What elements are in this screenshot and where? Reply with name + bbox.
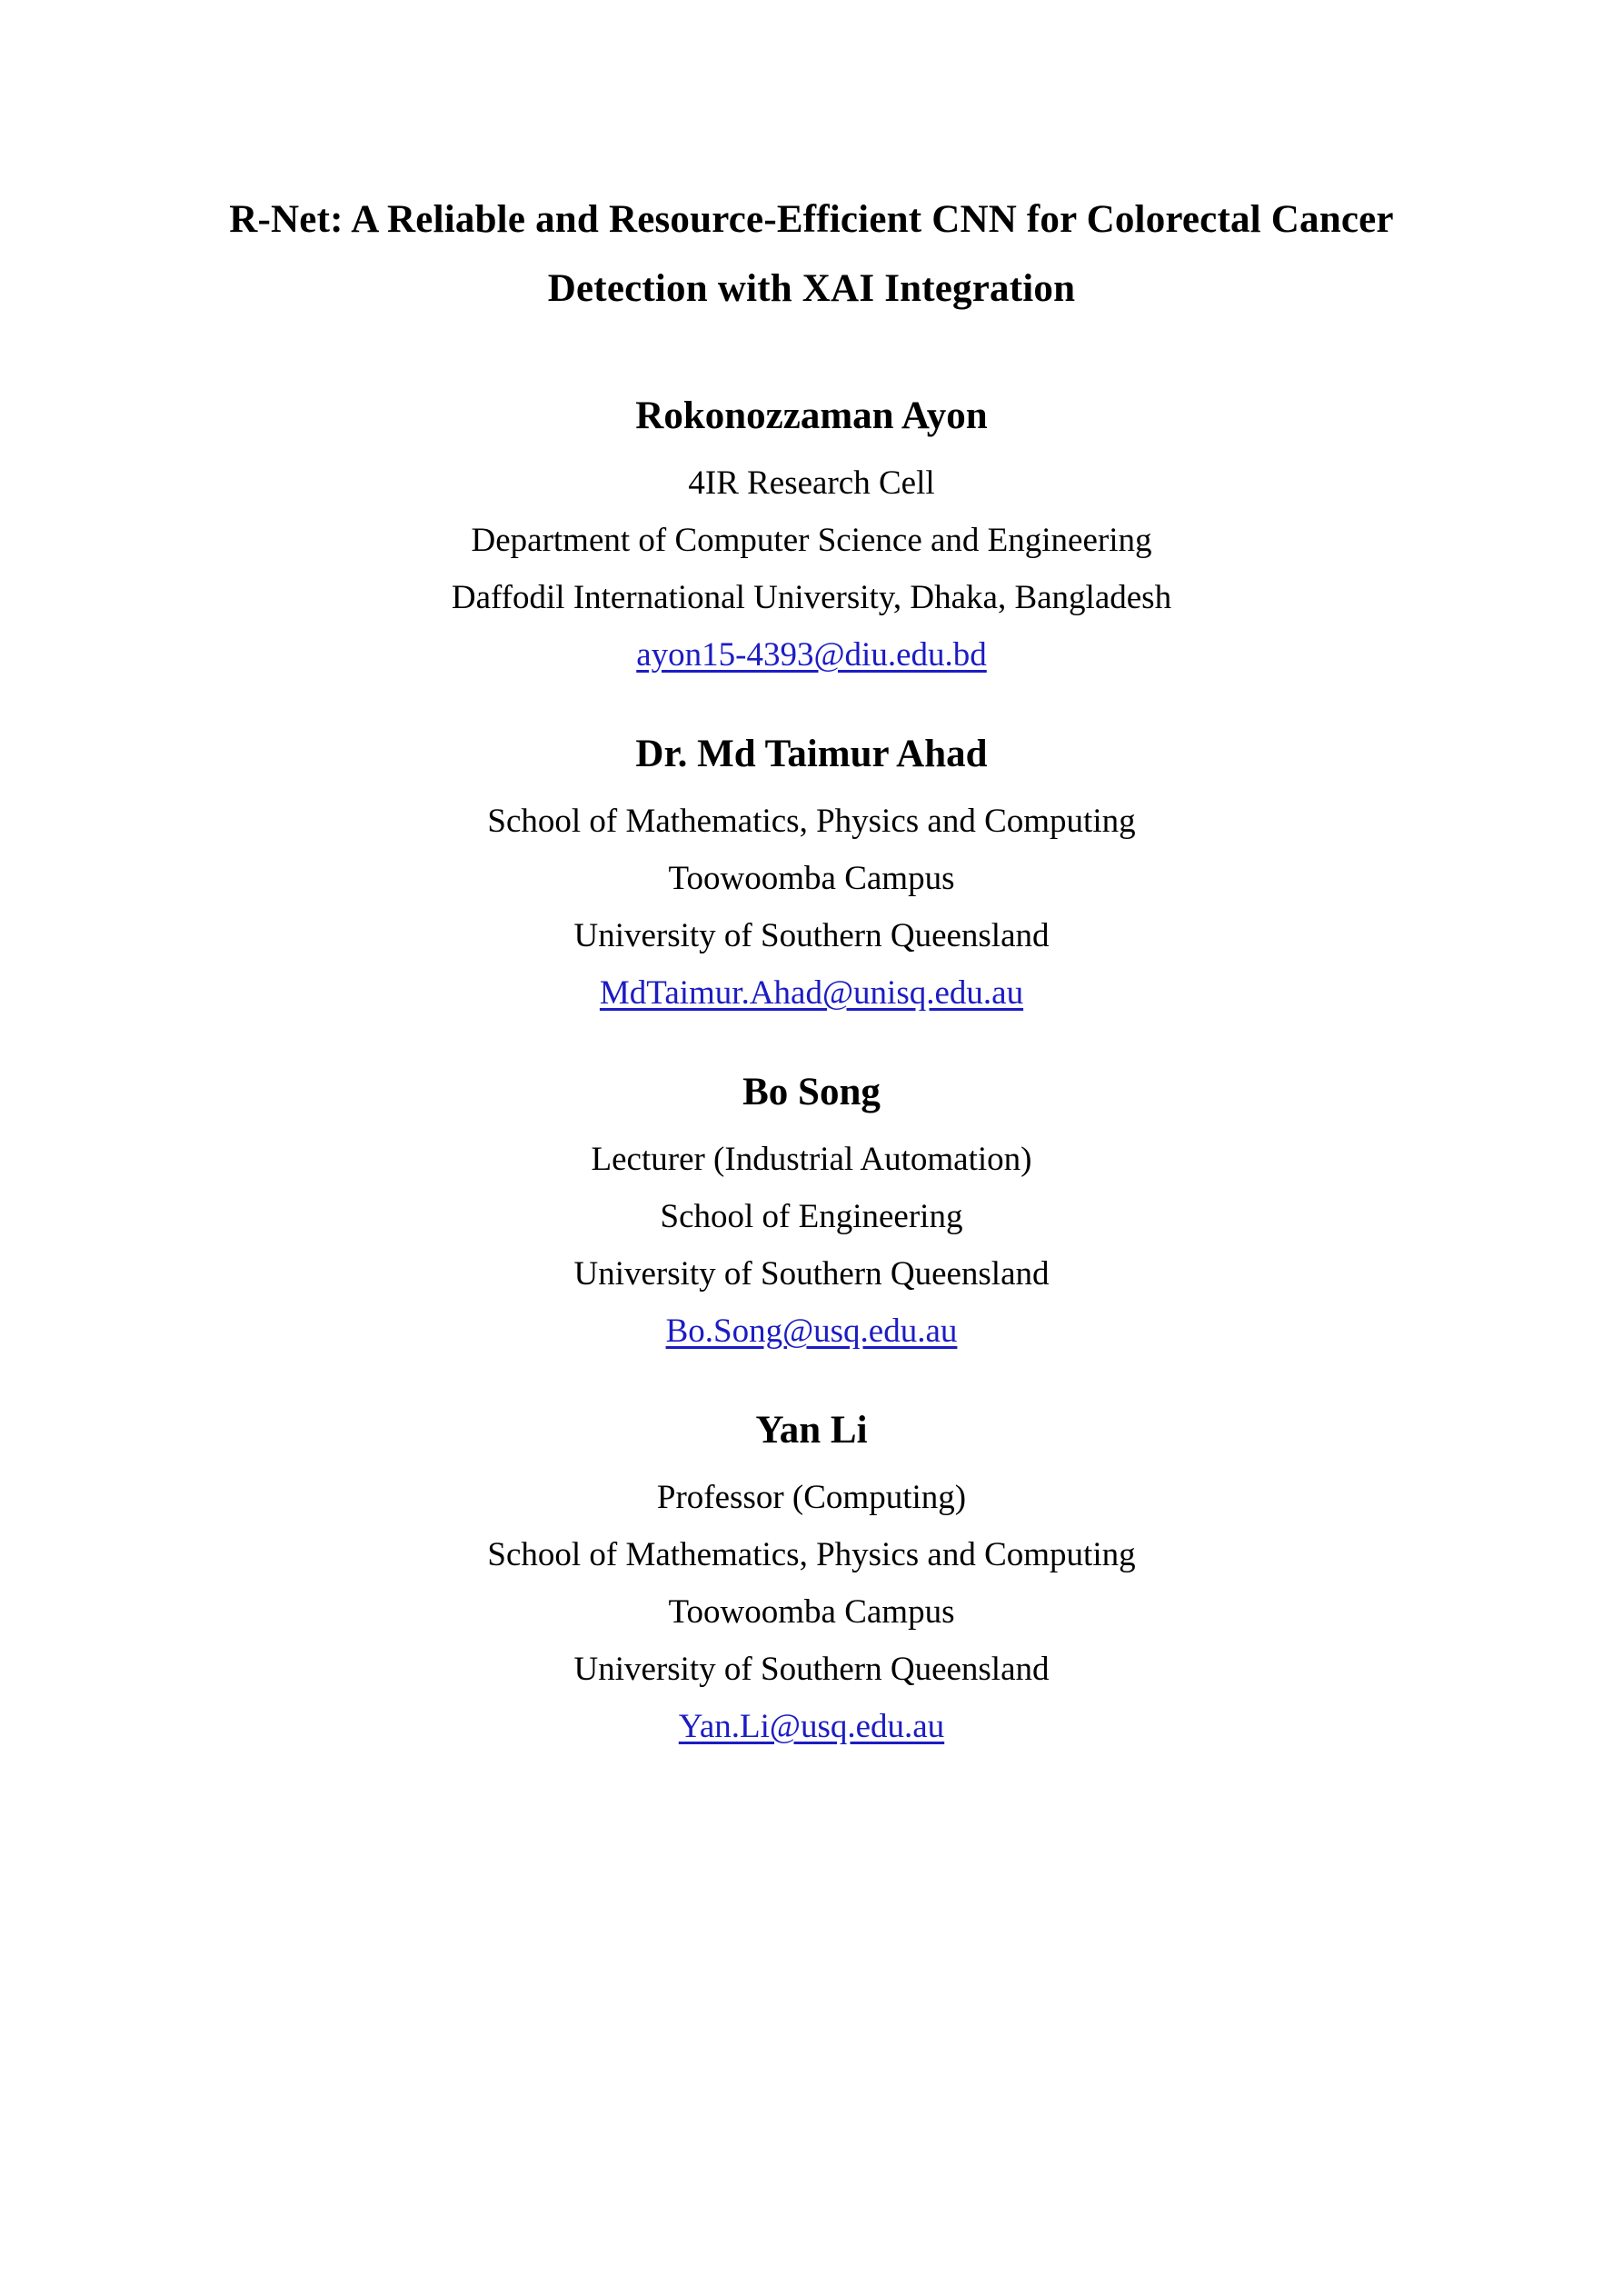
author-name: Bo Song <box>742 1071 881 1113</box>
author-block-rokonozzaman-ayon <box>0 384 1623 684</box>
email-line <box>0 626 1623 684</box>
affiliation-line: 4IR Research Cell <box>688 464 935 502</box>
email-link[interactable]: Yan.Li@usq.edu.au <box>678 1708 945 1745</box>
paper-title <box>0 185 1623 324</box>
author-block-bo-song <box>0 1060 1623 1360</box>
affiliation-line: University of Southern Queensland <box>573 1651 1050 1688</box>
affiliation-line: School of Engineering <box>660 1198 963 1235</box>
affiliation-line: School of Mathematics, Physics and Computing <box>487 803 1136 840</box>
affiliation-line: Professor (Computing) <box>656 1479 967 1516</box>
author-name: Dr. Md Taimur Ahad <box>635 733 988 775</box>
affiliation-line: University of Southern Queensland <box>573 917 1050 954</box>
affiliation-line: School of Mathematics, Physics and Computing <box>487 1536 1136 1573</box>
email-link[interactable]: MdTaimur.Ahad@unisq.edu.au <box>599 974 1024 1012</box>
email-line <box>0 964 1623 1022</box>
paper-title-line-2: Detection with XAI Integration <box>547 267 1076 310</box>
author-list <box>0 384 1623 1755</box>
author-block-yan-li <box>0 1398 1623 1755</box>
email-line <box>0 1698 1623 1755</box>
affiliation-line: Toowoomba Campus <box>668 860 955 897</box>
author-name: Yan Li <box>755 1409 868 1452</box>
affiliation-line: University of Southern Queensland <box>573 1255 1050 1293</box>
affiliation-line: Toowoomba Campus <box>668 1593 955 1631</box>
affiliation-line: Daffodil International University, Dhaka, Bangladesh <box>451 579 1172 616</box>
author-block-md-taimur-ahad <box>0 722 1623 1022</box>
author-name: Rokonozzaman Ayon <box>635 394 988 437</box>
affiliation-line: Department of Computer Science and Engineering <box>471 522 1152 559</box>
email-link[interactable]: Bo.Song@usq.edu.au <box>665 1313 958 1350</box>
affiliation-line: Lecturer (Industrial Automation) <box>591 1141 1032 1178</box>
email-line <box>0 1303 1623 1360</box>
email-link[interactable]: ayon15-4393@diu.edu.bd <box>636 636 987 674</box>
paper-title-line-1: R-Net: A Reliable and Resource-Efficient CNN for Colorectal Cancer <box>229 198 1394 241</box>
